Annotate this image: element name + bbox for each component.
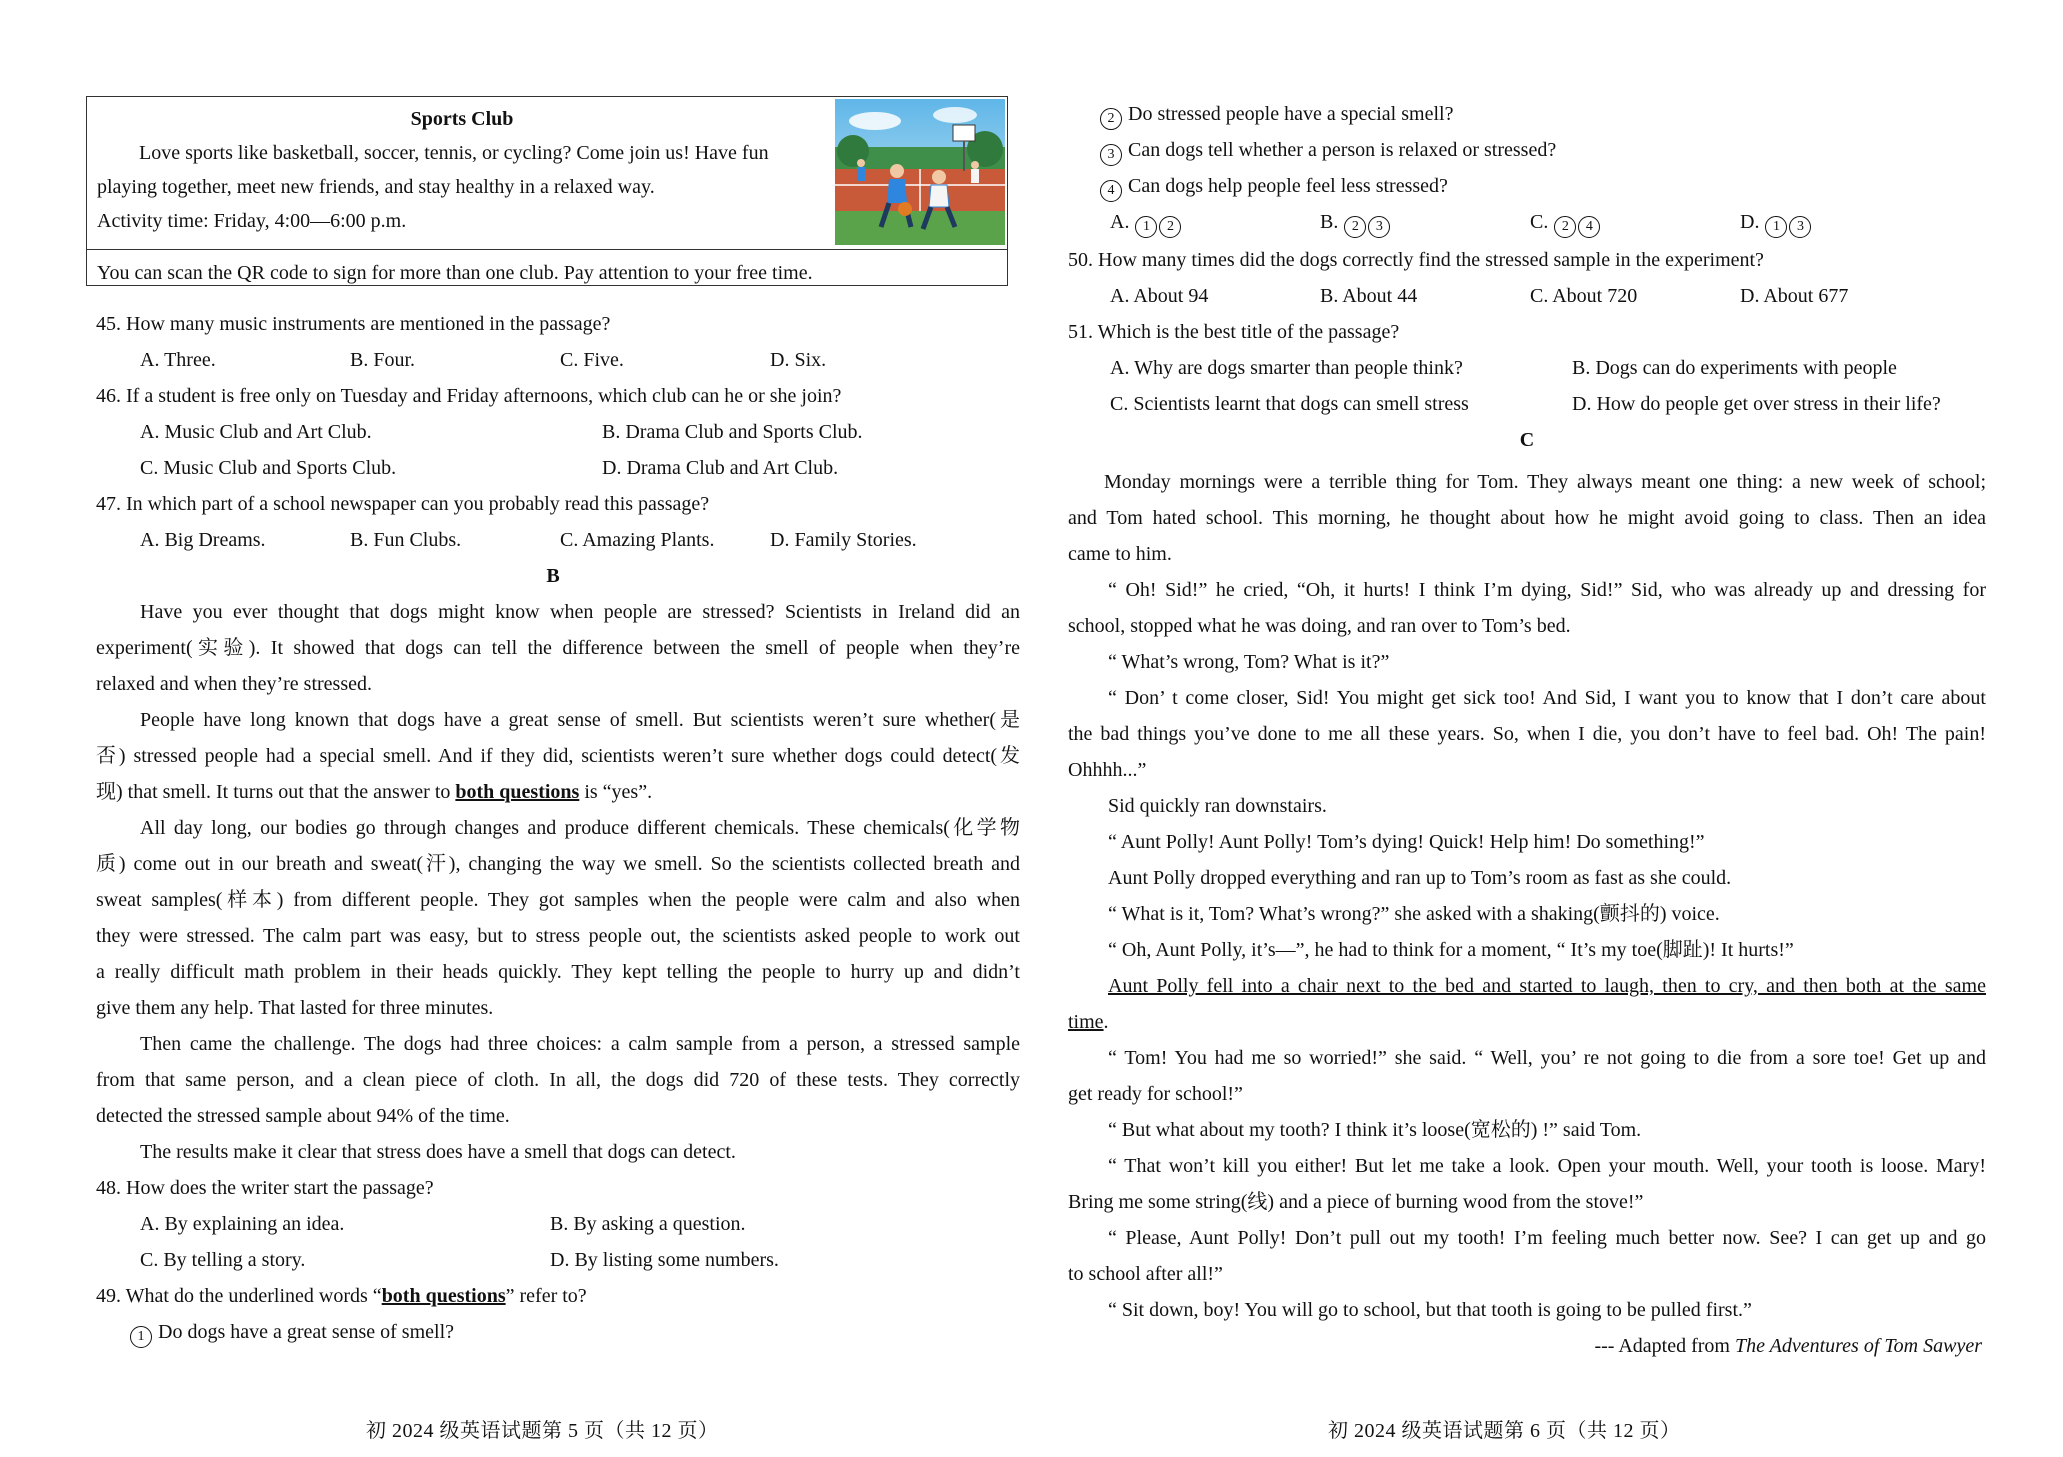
q46-option-b: B. Drama Club and Sports Club.	[602, 421, 863, 443]
q50-option-d: D. About 677	[1740, 285, 1849, 307]
q47-option-c: C. Amazing Plants.	[560, 529, 715, 551]
q48-option-c: C. By telling a story.	[140, 1249, 306, 1271]
question-48: 48. How does the writer start the passage?	[96, 1177, 434, 1199]
passage-b-line: The results make it clear that stress does have a smell that dogs can detect.	[140, 1141, 736, 1163]
passage-c-line: “ Don’ t come closer, Sid! You might get sick too! And Sid, I want you to know that I don’t care about	[1108, 687, 1986, 709]
question-49: 49. What do the underlined words “both questions” refer to?	[96, 1285, 587, 1307]
q50-option-b: B. About 44	[1320, 285, 1418, 307]
question-47: 47. In which part of a school newspaper can you probably read this passage?	[96, 493, 710, 515]
q51-option-d: D. How do people get over stress in their life?	[1572, 393, 1941, 415]
both-questions-underlined: both questions	[381, 1285, 506, 1307]
both-questions-underlined: both questions	[455, 781, 580, 803]
passage-c-line: “ Please, Aunt Polly! Don’t pull out my tooth! I’m feeling much better now. See? I can get up and go	[1108, 1227, 1986, 1249]
passage-b-line: a really difficult math problem in their heads quickly. They kept telling the people to hurry up and didn’t	[96, 961, 1020, 983]
passage-c-line: “ That won’t kill you either! But let me take a look. Open your mouth. Well, your tooth is loose. Mary!	[1108, 1155, 1986, 1177]
passage-c-line: get ready for school!”	[1068, 1083, 1243, 1105]
passage-c-line: “ But what about my tooth? I think it’s loose(宽松的) !” said Tom.	[1108, 1119, 1642, 1141]
club-divider	[87, 249, 1007, 250]
passage-b-line: 质) come out in our breath and sweat(汗), changing the way we smell. So the scientists collected breath and	[96, 853, 1020, 875]
section-b-heading: B	[546, 565, 560, 587]
club-title: Sports Club	[410, 108, 514, 130]
q51-option-b: B. Dogs can do experiments with people	[1572, 357, 1897, 379]
q45-option-a: A. Three.	[140, 349, 216, 371]
sports-club-box	[86, 96, 1008, 286]
q45-option-c: C. Five.	[560, 349, 624, 371]
q47-option-b: B. Fun Clubs.	[350, 529, 462, 551]
circled-number: 3	[1100, 144, 1122, 166]
passage-c-line: “ Oh, Aunt Polly, it’s—”, he had to think for a moment, “ It’s my toe(脚趾)! It hurts!”	[1108, 939, 1794, 961]
passage-c-line: “ What is it, Tom? What’s wrong?” she asked with a shaking(颤抖的) voice.	[1108, 903, 1720, 925]
q51-option-a: A. Why are dogs smarter than people think?	[1110, 357, 1463, 379]
q49-option-c: C. 2 4	[1530, 210, 1601, 238]
sports-club-illustration	[835, 99, 1005, 245]
passage-c-line: Bring me some string(线) and a piece of burning wood from the stove!”	[1068, 1191, 1644, 1213]
passage-b-line: they were stressed. The calm part was easy, but to stress people out, the scientists asked people to work out	[96, 925, 1020, 947]
passage-c-line: the bad things you’ve done to me all these years. So, when I die, you don’t have to feel bad. Oh! The pain!	[1068, 723, 1986, 745]
passage-b-line: Have you ever thought that dogs might know when people are stressed? Scientists in Ireland did an	[140, 601, 1020, 623]
q48-option-d: D. By listing some numbers.	[550, 1249, 779, 1271]
club-note: You can scan the QR code to sign for more than one club. Pay attention to your free time.	[97, 262, 813, 284]
q48-option-b: B. By asking a question.	[550, 1213, 746, 1235]
passage-c-line: to school after all!”	[1068, 1263, 1223, 1285]
passage-c-line: “ Aunt Polly! Aunt Polly! Tom’s dying! Quick! Help him! Do something!”	[1108, 831, 1705, 853]
club-text-line: playing together, meet new friends, and stay healthy in a relaxed way.	[97, 176, 655, 198]
passage-c-underlined-sentence: Aunt Polly fell into a chair next to the bed and started to laugh, then to cry, and then both at the same	[1108, 975, 1986, 997]
q46-option-a: A. Music Club and Art Club.	[140, 421, 372, 443]
q45-option-d: D. Six.	[770, 349, 827, 371]
question-51: 51. Which is the best title of the passage?	[1068, 321, 1400, 343]
q46-option-d: D. Drama Club and Art Club.	[602, 457, 839, 479]
q49-option-b: B. 2 3	[1320, 210, 1391, 238]
passage-b-line: detected the stressed sample about 94% of the time.	[96, 1105, 510, 1127]
passage-b-line: 否) stressed people had a special smell. And if they did, scientists weren’t sure whether dogs could detect(发	[96, 745, 1020, 767]
q49-item-1: 1 Do dogs have a great sense of smell?	[130, 1320, 454, 1348]
q48-option-a: A. By explaining an idea.	[140, 1213, 345, 1235]
passage-b-line: Then came the challenge. The dogs had three choices: a calm sample from a person, a stressed sample	[140, 1033, 1020, 1055]
passage-c-line: Ohhhh...”	[1068, 759, 1147, 781]
passage-c-source: --- Adapted from The Adventures of Tom Sawyer	[1594, 1335, 1982, 1357]
passage-c-line: “ What’s wrong, Tom? What is it?”	[1108, 651, 1390, 673]
section-c-heading: C	[1519, 429, 1535, 451]
q46-option-c: C. Music Club and Sports Club.	[140, 457, 397, 479]
footer-page-6: 初 2024 级英语试题第 6 页（共 12 页）	[1328, 1420, 1681, 1442]
footer-page-5: 初 2024 级英语试题第 5 页（共 12 页）	[366, 1420, 719, 1442]
passage-b-line: 现) that smell. It turns out that the answer to both questions is “yes”.	[96, 781, 653, 803]
passage-c-line: Aunt Polly dropped everything and ran up to Tom’s room as fast as she could.	[1108, 867, 1732, 889]
q47-option-a: A. Big Dreams.	[140, 529, 266, 551]
passage-b-line: People have long known that dogs have a great sense of smell. But scientists weren’t sure whether(是	[140, 709, 1020, 731]
passage-c-line: Monday mornings were a terrible thing for Tom. They always meant one thing: a new week of school;	[1104, 471, 1986, 493]
passage-c-line: came to him.	[1068, 543, 1172, 565]
question-50: 50. How many times did the dogs correctly find the stressed sample in the experiment?	[1068, 249, 1764, 271]
passage-c-line: time.	[1068, 1011, 1109, 1033]
q50-option-c: C. About 720	[1530, 285, 1638, 307]
q49-option-d: D. 1 3	[1740, 210, 1812, 238]
circled-number: 2	[1100, 108, 1122, 130]
passage-b-line: All day long, our bodies go through changes and produce different chemicals. These chemicals(化学物	[140, 817, 1020, 839]
question-45: 45. How many music instruments are mentioned in the passage?	[96, 313, 611, 335]
passage-c-line: school, stopped what he was doing, and ran over to Tom’s bed.	[1068, 615, 1571, 637]
q50-option-a: A. About 94	[1110, 285, 1209, 307]
q49-item-4: 4 Can dogs help people feel less stressed?	[1100, 174, 1448, 202]
passage-c-line: “ Oh! Sid!” he cried, “Oh, it hurts! I think I’m dying, Sid!” Sid, who was already up and dressing for	[1108, 579, 1986, 601]
q51-option-c: C. Scientists learnt that dogs can smell stress	[1110, 393, 1469, 415]
q49-item-3: 3 Can dogs tell whether a person is relaxed or stressed?	[1100, 138, 1556, 166]
q49-item-2: 2 Do stressed people have a special smell?	[1100, 102, 1453, 130]
passage-c-line: “ Sit down, boy! You will go to school, but that tooth is going to be pulled first.”	[1108, 1299, 1752, 1321]
passage-c-line: and Tom hated school. This morning, he thought about how he might avoid going to class. Then an idea	[1068, 507, 1986, 529]
passage-c-line: Sid quickly ran downstairs.	[1108, 795, 1327, 817]
club-activity-time: Activity time: Friday, 4:00—6:00 p.m.	[97, 210, 407, 232]
passage-b-line: experiment(实验). It showed that dogs can tell the difference between the smell of people when they’re	[96, 637, 1020, 659]
passage-b-line: give them any help. That lasted for three minutes.	[96, 997, 494, 1019]
passage-b-line: from that same person, and a clean piece of cloth. In all, the dogs did 720 of these tests. They correctly	[96, 1069, 1020, 1091]
passage-b-line: sweat samples(样本) from different people. They got samples when the people were calm and also when	[96, 889, 1020, 911]
q49-option-a: A. 1 2	[1110, 210, 1182, 238]
question-46: 46. If a student is free only on Tuesday and Friday afternoons, which club can he or she join?	[96, 385, 842, 407]
club-text-line: Love sports like basketball, soccer, tennis, or cycling? Come join us! Have fun	[139, 142, 769, 164]
passage-c-line: “ Tom! You had me so worried!” she said. “ Well, you’ re not going to die from a sore toe! Get up and	[1108, 1047, 1986, 1069]
q47-option-d: D. Family Stories.	[770, 529, 917, 551]
circled-number: 1	[130, 1326, 152, 1348]
passage-b-line: relaxed and when they’re stressed.	[96, 673, 372, 695]
circled-number: 4	[1100, 180, 1122, 202]
q45-option-b: B. Four.	[350, 349, 416, 371]
